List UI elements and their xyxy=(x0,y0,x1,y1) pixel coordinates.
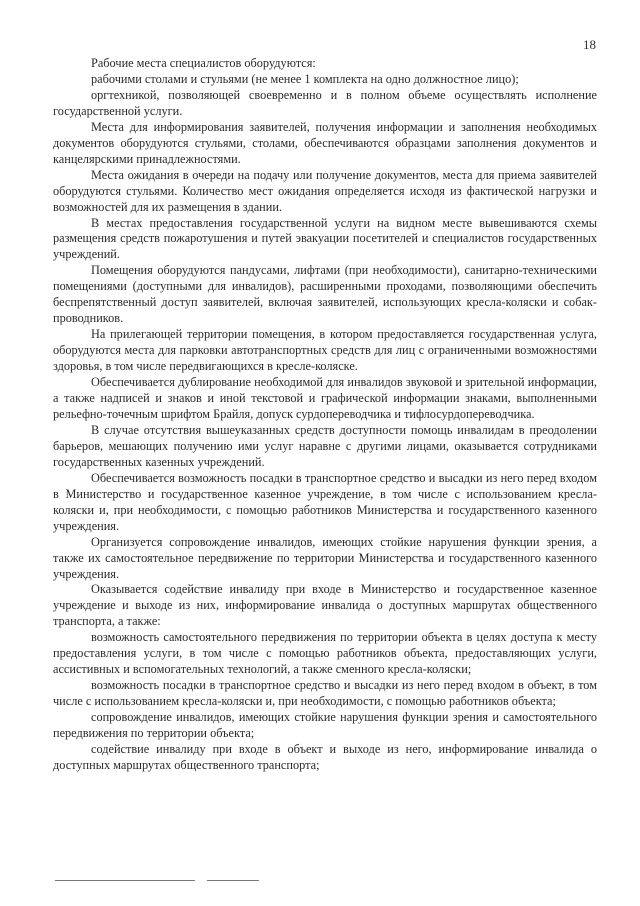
document-body xyxy=(53,56,597,774)
paragraph: возможность самостоятельного передвижения по территории объекта в целях доступа к месту предоставления услуги, в том числе с помощью работников объекта, предоставляющих услуги, ассистивных и вспомогательных технологий, а также сменного кресла-коляски; xyxy=(53,630,597,677)
paragraph: оргтехникой, позволяющей своевременно и в полном объеме осуществлять исполнение государственной услуги. xyxy=(53,87,597,118)
paragraph: Организуется сопровождение инвалидов, имеющих стойкие нарушения функции зрения, а также их самостоятельное передвижение по территории Министерства и государственного казенного учреждения. xyxy=(53,534,597,581)
paragraph: Обеспечивается возможность посадки в транспортное средство и высадки из него перед входом в Министерство и государственное казенное учреждение, в том числе с использованием кресла-коляски и, при необходимости, с помощью работников Министерства и государственного казенного учреждения. xyxy=(53,470,597,533)
paragraph: Рабочие места специалистов оборудуются: xyxy=(91,56,316,70)
paragraph: сопровождение инвалидов, имеющих стойкие нарушения функции зрения и самостоятельного передвижения по территории объекта; xyxy=(53,710,597,741)
paragraph: Обеспечивается дублирование необходимой для инвалидов звуковой и зрительной информации, а также надписей и знаков и иной текстовой и графической информации знаками, выполненными рельефно-точечным шрифтом Брайля, допуск сурдопереводчика и тифлосурдопереводчика. xyxy=(53,375,597,421)
paragraph: возможность посадки в транспортное средство и высадки из него перед входом в объект, в том числе с использованием кресла-коляски и, при необходимости, с помощью работников объекта; xyxy=(53,678,597,709)
paragraph: Помещения оборудуются пандусами, лифтами (при необходимости), санитарно-техническими помещениями (доступными для инвалидов), расширенными проходами, позволяющими обеспечить беспрепятственный доступ заявителей, включая заявителей, использующих кресла-коляски и собак-проводников. xyxy=(53,263,597,326)
footer-divider xyxy=(207,880,259,881)
paragraph: Места ожидания в очереди на подачу или получение документов, места для приема заявителей оборудуются стульями. Количество мест ожидания определяется исходя из фактической нагрузки и возможностей для их размещения в здании. xyxy=(53,167,597,214)
paragraph: рабочими столами и стульями (не менее 1 комплекта на одно должностное лицо); xyxy=(91,71,519,86)
footer-divider xyxy=(55,880,195,881)
paragraph: Оказывается содействие инвалиду при входе в Министерство и государственное казенное учреждение и выходе из них, информирование инвалида о доступных маршрутах общественного транспорта, а также: xyxy=(53,582,597,629)
paragraph: В случае отсутствия вышеуказанных средств доступности помощь инвалидам в преодолении барьеров, мешающих получению ими услуг наравне с другими лицами, оказывается сотрудниками государственных казенных учреждений. xyxy=(53,422,597,469)
page-number: 18 xyxy=(583,37,596,52)
paragraph: содействие инвалиду при входе в объект и выходе из него, информирование инвалида о доступных маршрутах общественного транспорта; xyxy=(53,741,597,772)
paragraph: На прилегающей территории помещения, в котором предоставляется государственная услуга, оборудуются места для парковки автотранспортных средств для лиц с ограниченными возможностями здоровья, в том числе передвигающихся в кресле-коляске. xyxy=(53,327,597,374)
paragraph: Места для информирования заявителей, получения информации и заполнения необходимых документов оборудуются стульями, столами, обеспечиваются образцами заполнения документов и канцелярскими принадлежностями. xyxy=(53,119,597,166)
paragraph: В местах предоставления государственной услуги на видном месте вывешиваются схемы размещения средств пожаротушения и путей эвакуации посетителей и специалистов государственных учреждений. xyxy=(53,215,597,262)
